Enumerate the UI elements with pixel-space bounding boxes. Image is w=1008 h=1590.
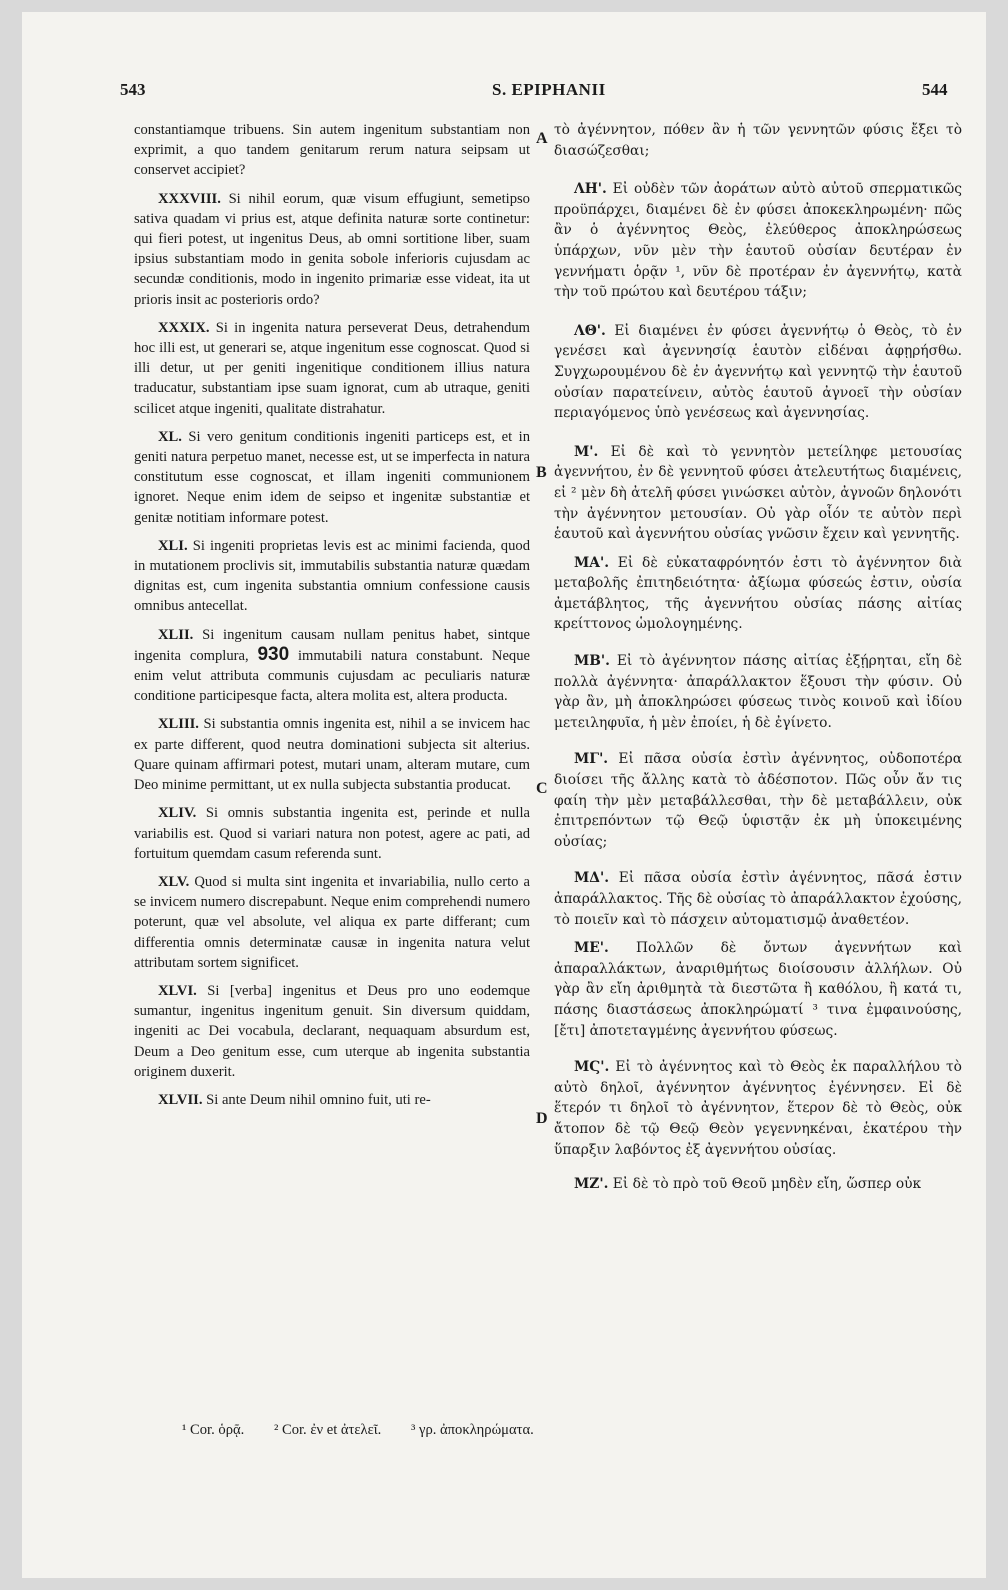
greek-paragraph: ΜϚ'. Εἰ τὸ ἀγέννητος καὶ τὸ Θεὸς ἐκ παραλλήλου τὸ αὐτὸ δηλοῖ, ἀγέννητον ἀγέννητος ἐγέννησεν. Εἰ δὲ ἕτερόν τι δηλοῖ τὸ ἀγέννητον, ἕτερον δὲ τὸ Θεὸς, οὐκ ἄτοπον δὲ τῷ Θεῷ Θεὸν γεγεννηκέναι, ἑκατέρου τὴν ὕπαρξιν λαβόντος ἐξ ἀγεννήτου οὐσίας. [554, 1059, 962, 1158]
section-number: XLI. [158, 537, 188, 554]
latin-paragraph: XXXIX. Si in ingenita natura perseverat Deus, detrahendum hoc illi est, ut generari se, atque ingenitum esse cognoscat. Quod si illi detur, ut per geniti ingenitique conditionem illius natura traducatur, substantiam ipse suam ignorat, cum ab utraque, geniti scilicet atque ingeniti, qualitate distrahatur. [134, 319, 530, 417]
section-number: XLVI. [158, 982, 197, 999]
footnotes [182, 1422, 560, 1439]
section-number: XLV. [158, 873, 190, 890]
latin-paragraph: XLV. Quod si multa sint ingenita et invariabilia, nullo certo a se invicem numero discrepabunt. Neque enim comprehendi numero poterunt, quæ vel absolute, vel aliqua ex parte differant; cum differentia omnis determinatæ causæ in ingenita natura velut attributam sortem significet. [134, 873, 531, 971]
section-number: XLVII. [158, 1091, 203, 1108]
greek-paragraph: ΜΑ'. Εἰ δὲ εὐκαταφρόνητόν ἐστι τὸ ἀγέννητον διὰ μεταβολῆς ἐπιτηδειότητα· ἀξίωμα φύσεώς ἐστιν, οὐσία ἀμετάβλητος, τῆς ἀγεννήτου οὐσίας πάσης αἰτίας κρείττονος ὡμολογημένης. [554, 554, 963, 633]
greek-paragraph: Μ'. Εἰ δὲ καὶ τὸ γεννητὸν μετείληφε μετουσίας ἀγεννήτου, ἐν δὲ γεννητοῦ φύσει ἀτελευτήτως διαμένεις, εἰ ² μὲν δὴ ἀτελῆ φύσει γινώσκει αὐτὸν, ἀγνοῶν δηλονότι τὴν ἀγέννητον μετουσίαν. Οὐ γὰρ οἷόν τε αὐτὸν περὶ ἑαυτοῦ καὶ ἀγεννήτου οὐσίας γνῶσιν ἔχειν καὶ γεννητῆς. [554, 443, 962, 543]
greek-paragraph: τὸ ἀγέννητον, πόθεν ἂν ἡ τῶν γεννητῶν φύσις ἔξει τὸ διασώζεσθαι; [554, 122, 962, 159]
margin-marker-b: B [536, 464, 547, 481]
section-number: ΜΓ'. [574, 751, 609, 768]
greek-paragraph: ΜΓ'. Εἰ πᾶσα οὐσία ἐστὶν ἀγέννητος, οὐδοποτέρα διοίσει τῆς ἄλλης κατὰ τὸ ἀδέσποτον. Πῶς οὖν ἄν τις φαίη τὴν μὲν μεταβάλλεσθαι, τὴν δὲ μεταβάλλειν, οὐκ ἐπιτρεπόντων τῷ Θεῷ ὑφιστᾷν ἐκ μὴ ὑποκειμένης οὐσίας; [554, 751, 963, 850]
left-page-number: 543 [120, 80, 146, 99]
latin-paragraph: XL. Si vero genitum conditionis ingeniti particeps est, et in geniti natura perpetuo manet, necesse est, ut se imperfecta in natura constitutum esse cognoscat, et illam ingeniti communionem ignoret. Neque enim idem de seipso et ingenitæ substantiæ et genitæ notitiam informare potest. [134, 428, 530, 526]
running-title: S. EPIPHANII [492, 80, 606, 99]
footnote: ¹ Cor. ὁρᾷ. [182, 1422, 245, 1438]
latin-paragraph: XLII. Si ingenitum causam nullam penitus habet, sintque ingenita complura, 930 immutabili natura constabunt. Neque enim velut attributa communis cujusdam ac peculiaris naturæ conditione participesque facta, altera molita est, altera producta. [134, 626, 530, 705]
latin-paragraph: XLVII. Si ante Deum nihil omnino fuit, uti re- [158, 1091, 431, 1108]
section-number: ΛΗ'. [574, 181, 607, 198]
footnote: ³ γρ. ἀποκληρώματα. [410, 1422, 534, 1438]
margin-marker-a: A [536, 130, 548, 147]
greek-paragraph: ΜΒ'. Εἰ τὸ ἀγέννητον πάσης αἰτίας ἐξῄρηται, εἴη δὲ πολλὰ ἀγέννητα· ἀπαράλλακτον ἕξουσι τὴν φύσιν. Οὐ γὰρ ἂν, μὴ ἀποκληρώσει φύσεως τινὸς κοινοῦ καὶ ἰδίου μετειληφυῖα, ἡ μὲν ἐποίει, ἡ δὲ ἐγίνετο. [554, 653, 962, 731]
latin-paragraph: XLIV. Si omnis substantia ingenita est, perinde et nulla variabilis est. Quod si variari natura non potest, agere ac pati, ad fortuitum quemdam casum referenda sunt. [134, 805, 530, 862]
section-number: ΜΒ'. [574, 653, 610, 670]
right-page-number: 544 [922, 80, 948, 99]
section-number: ΜΕ'. [574, 940, 609, 957]
section-number: XLII. [158, 626, 194, 643]
latin-paragraph: XLVI. Si [verba] ingenitus et Deus pro uno eodemque sumantur, ingenitus ingenitum genuit. Sin diversum quiddam, ingeniti ac Dei vocabula, declarant, nequaquam absurdum est, Deum a Deo genitum esse, cum uterque ab ingenita substantia originem duxerit. [134, 982, 531, 1080]
section-number: Μ'. [574, 443, 599, 460]
latin-column [134, 120, 530, 1118]
section-number: ΜΑ'. [574, 554, 610, 571]
section-number: ΜΔ'. [574, 870, 610, 887]
greek-paragraph: ΜΕ'. Πολλῶν δὲ ὄντων ἀγεννήτων καὶ ἀπαραλλάκτων, ἀναριθμήτως διοίσουσιν ἀλλήλων. Οὐ γὰρ ἂν εἴη ἀριθμητὰ τὰ διεστῶτα ἢ καθόλου, ἢ κατά τι, πάσης διαστάσεως ἀποκληρώματί ³ τινα ἐμφαινούσης, [ἔτι] ἀποτεταγμένης ἀγεννήτου φύσεως. [554, 940, 962, 1039]
greek-paragraph: ΛΗ'. Εἰ οὐδὲν τῶν ἀοράτων αὐτὸ αὐτοῦ σπερματικῶς προϋπάρχει, διαμένει δὲ ἐν φύσει ἀποκεκληρωμένη· πῶς ἂν ὁ ἀγέννητος Θεὸς, ἐλεύθερος ἀποκληρώσεως ὑπάρχων, νῦν μὲν τὴν ἑαυτοῦ οὐσίαν δευτέραν ἐν γεννήματι ὁρᾷν ¹, νῦν δὲ προτέραν ἐν ἀγεννήτῳ, κατὰ τὴν τοῦ πρώτου καὶ δευτέρου τάξιν; [554, 181, 962, 301]
latin-paragraph: XLI. Si ingeniti proprietas levis est ac minimi facienda, quod in mutationem proclivis sit, immutabilis substantia naturæ quædam dignitas est, cum ingenita substantia omnium confessione causis omnibus antecellat. [134, 537, 530, 615]
section-number: XXXVIII. [158, 190, 221, 207]
column-number: 930 [257, 643, 290, 665]
margin-marker-c: C [536, 780, 548, 797]
section-number: ΜΖ'. [574, 1176, 609, 1193]
section-number: XL. [158, 428, 182, 445]
footnote: ² Cor. ἐν et ἀτελεῖ. [273, 1422, 382, 1438]
section-number: XXXIX. [158, 319, 210, 336]
latin-paragraph: constantiamque tribuens. Sin autem ingenitum substantiam non exprimit, a quo tandem genitarum rerum natura seipsam ut conservet accipiet? [134, 122, 530, 179]
section-number: XLIII. [158, 716, 199, 733]
greek-paragraph: ΜΖ'. Εἰ δὲ τὸ πρὸ τοῦ Θεοῦ μηδὲν εἴη, ὥσπερ οὐκ [574, 1176, 922, 1193]
section-number: ΜϚ'. [574, 1059, 610, 1076]
book-page [22, 12, 986, 1578]
greek-paragraph: ΛΘ'. Εἰ διαμένει ἐν φύσει ἀγεννήτῳ ὁ Θεὸς, τὸ ἐν γενέσει καὶ ἀγεννησίᾳ ἑαυτὸν εἰδέναι ἀφῃρήσθω. Συγχωρουμένου δὲ ἐν ἀγεννήτῳ καὶ γεννητῷ τὴν ἑαυτοῦ οὐσίαν παρατείνειν, αὐτὸς ἑαυτοῦ ἀγνοεῖ τὴν οὐσίαν περιαγόμενος ὑπὸ γενέσεως καὶ ἀγεννησίας. [554, 322, 962, 422]
latin-paragraph: XXXVIII. Si nihil eorum, quæ visum effugiunt, semetipso sativa quadam vi prius est, atque definita naturæ sorte continetur: qui fieri potest, ut ingenitus Deus, ab omni sortitione liber, suam ipsius substantiam modo in genita sobole inferioris cujusdam ac secundæ conditionis, modo in ingenito primariæ esse videat, ita ut prioris insit ac posterioris ordo? [134, 190, 530, 308]
section-number: ΛΘ'. [574, 322, 606, 339]
latin-paragraph: XLIII. Si substantia omnis ingenita est, nihil a se invicem hac ex parte different, quod neutra dominationi subjecta sit alterius. Quare quinam affirmari potest, mutari unam, alteram mutare, cum Deo minime permittant, ut ex nulla subjecta substantia producat. [134, 716, 530, 794]
section-number: XLIV. [158, 805, 197, 822]
margin-marker-d: D [536, 1110, 548, 1127]
greek-column [554, 120, 962, 1203]
greek-paragraph: ΜΔ'. Εἰ πᾶσα οὐσία ἐστὶν ἀγέννητος, πᾶσά ἐστιν ἀπαράλλακτος. Τῆς δὲ οὐσίας τὸ ἀπαράλλακτον ἐχούσης, τὸ ποιεῖν καὶ τὸ πάσχειν αὐτοματισμῷ ἀναθετέον. [554, 870, 962, 928]
